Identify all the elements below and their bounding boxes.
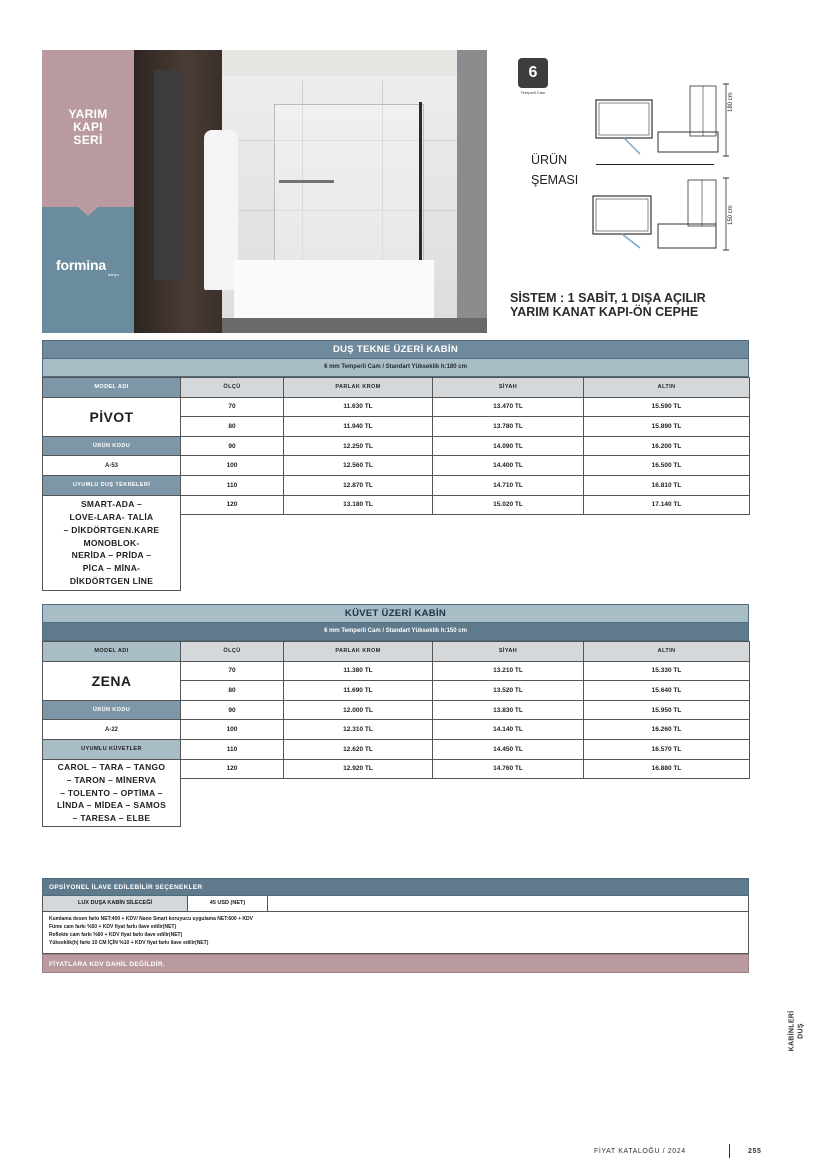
vat-notice: FİYATLARA KDV DAHİL DEĞİLDİR. (42, 954, 749, 973)
header-black: SİYAH (433, 378, 584, 398)
price-black: 13.830 TL (433, 700, 584, 720)
product-code-label: ÜRÜN KODU (43, 436, 181, 456)
price-black: 13.780 TL (433, 417, 584, 437)
price-black: 13.210 TL (433, 661, 584, 681)
series-title: YARIM KAPI SERİ (68, 107, 108, 147)
optional-extras (42, 878, 749, 973)
price-black: 14.140 TL (433, 720, 584, 740)
header-model: MODEL ADI (43, 378, 181, 398)
size-cell: 80 (181, 417, 284, 437)
size-cell: 100 (181, 720, 284, 740)
size-cell: 110 (181, 739, 284, 759)
price-gold: 16.810 TL (584, 475, 750, 495)
price-grid (42, 377, 750, 591)
price-chrome: 11.690 TL (284, 681, 433, 701)
option-price: 45 USD (NET) (188, 896, 268, 911)
header-model: MODEL ADI (43, 642, 181, 662)
price-chrome: 12.870 TL (284, 475, 433, 495)
height-label-top: 180 cm (728, 92, 734, 112)
size-cell: 90 (181, 436, 284, 456)
compatible-list: CAROL – TARA – TANGO – TARON – MİNERVA – TOLENTO – OPTİMA – LİNDA – MİDEA – SAMOS – TARESA – ELBE (43, 759, 181, 827)
price-gold: 17.140 TL (584, 495, 750, 515)
price-chrome: 11.630 TL (284, 397, 433, 417)
price-black: 13.470 TL (433, 397, 584, 417)
price-chrome: 12.620 TL (284, 739, 433, 759)
brand-logo: formina (56, 257, 106, 273)
price-gold: 16.260 TL (584, 720, 750, 740)
option-notes: Kumlama desen farkı NET:400 + KDV/ Nano Smart koruyucu uygulama NET:600 + KDV Füme cam farkı %50 + KDV fiyat farkı ilave edilir(NET) Reflekte cam farkı %60 + KDV fiyat farkı ilave edilir(NET) Yükseklik(h) farkı 10 CM İÇİN %10 + KDV fiyat farkı ilave edilir(NET) (42, 912, 749, 954)
price-gold: 16.500 TL (584, 456, 750, 476)
model-name: ZENA (43, 661, 181, 700)
product-schema-diagram (590, 76, 750, 256)
price-black: 14.450 TL (433, 739, 584, 759)
price-chrome: 11.940 TL (284, 417, 433, 437)
header-gold: ALTIN (584, 378, 750, 398)
compatible-label: UYUMLU DUŞ TEKNELERİ (43, 475, 181, 495)
price-chrome: 11.380 TL (284, 661, 433, 681)
catalog-footer: FİYAT KATALOĞU / 2024 (594, 1148, 686, 1155)
header-gold: ALTIN (584, 642, 750, 662)
option-row (42, 896, 749, 912)
price-black: 13.520 TL (433, 681, 584, 701)
hero-banner (42, 50, 487, 333)
price-table-shower-tray (42, 340, 749, 591)
price-gold: 15.890 TL (584, 417, 750, 437)
price-gold: 15.950 TL (584, 700, 750, 720)
price-black: 14.400 TL (433, 456, 584, 476)
price-chrome: 13.180 TL (284, 495, 433, 515)
system-description: SİSTEM : 1 SABİT, 1 DIŞA AÇILIR YARIM KANAT KAPI-ÖN CEPHE (510, 291, 706, 319)
price-gold: 15.330 TL (584, 661, 750, 681)
price-chrome: 12.560 TL (284, 456, 433, 476)
price-black: 14.760 TL (433, 759, 584, 779)
price-chrome: 12.250 TL (284, 436, 433, 456)
compatible-label: UYUMLU KÜVETLER (43, 739, 181, 759)
table-subtitle: 6 mm Temperli Cam / Standart Yükseklik h:150 cm (42, 623, 749, 641)
price-gold: 16.880 TL (584, 759, 750, 779)
price-gold: 16.570 TL (584, 739, 750, 759)
price-gold: 16.200 TL (584, 436, 750, 456)
height-label-bottom: 150 cm (728, 205, 734, 225)
price-gold: 15.640 TL (584, 681, 750, 701)
price-table-bathtub (42, 604, 749, 827)
page-number: 255 (748, 1148, 762, 1155)
options-title: OPSİYONEL İLAVE EDİLEBİLİR SEÇENEKLER (42, 878, 749, 896)
table-subtitle: 6 mm Temperli Cam / Standart Yükseklik h:180 cm (42, 359, 749, 377)
size-cell: 120 (181, 759, 284, 779)
size-cell: 120 (181, 495, 284, 515)
size-cell: 80 (181, 681, 284, 701)
glass-thickness-badge: 6 Temperli Cam (516, 58, 550, 98)
header-size: ÖLÇÜ (181, 378, 284, 398)
size-cell: 70 (181, 397, 284, 417)
model-name: PİVOT (43, 397, 181, 436)
price-black: 15.020 TL (433, 495, 584, 515)
compatible-list: SMART-ADA – LOVE-LARA- TALİA – DİKDÖRTGEN.KARE MONOBLOK- NERİDA – PRİDA – PİCA – MİNA- DİKDÖRTGEN LİNE (43, 495, 181, 591)
price-grid (42, 641, 750, 827)
product-code-label: ÜRÜN KODU (43, 700, 181, 720)
section-side-label: KABİNLERİ DUŞ (788, 1010, 805, 1052)
product-code: A-22 (43, 720, 181, 740)
price-chrome: 12.920 TL (284, 759, 433, 779)
option-label: LUX DUŞA KABİN SİLECEĞİ (43, 896, 188, 911)
price-black: 14.090 TL (433, 436, 584, 456)
size-cell: 110 (181, 475, 284, 495)
size-cell: 90 (181, 700, 284, 720)
product-photo (134, 50, 487, 333)
price-chrome: 12.000 TL (284, 700, 433, 720)
product-code: A-53 (43, 456, 181, 476)
brand-logo-sub: banyo (108, 272, 119, 277)
size-cell: 70 (181, 661, 284, 681)
header-chrome: PARLAK KROM (284, 378, 433, 398)
table-title: DUŞ TEKNE ÜZERİ KABİN (42, 340, 749, 359)
product-schema-label: ÜRÜN ŞEMASI (531, 153, 579, 187)
header-chrome: PARLAK KROM (284, 642, 433, 662)
header-size: ÖLÇÜ (181, 642, 284, 662)
price-gold: 15.590 TL (584, 397, 750, 417)
size-cell: 100 (181, 456, 284, 476)
header-black: SİYAH (433, 642, 584, 662)
price-black: 14.710 TL (433, 475, 584, 495)
price-chrome: 12.310 TL (284, 720, 433, 740)
table-title: KÜVET ÜZERİ KABİN (42, 604, 749, 623)
